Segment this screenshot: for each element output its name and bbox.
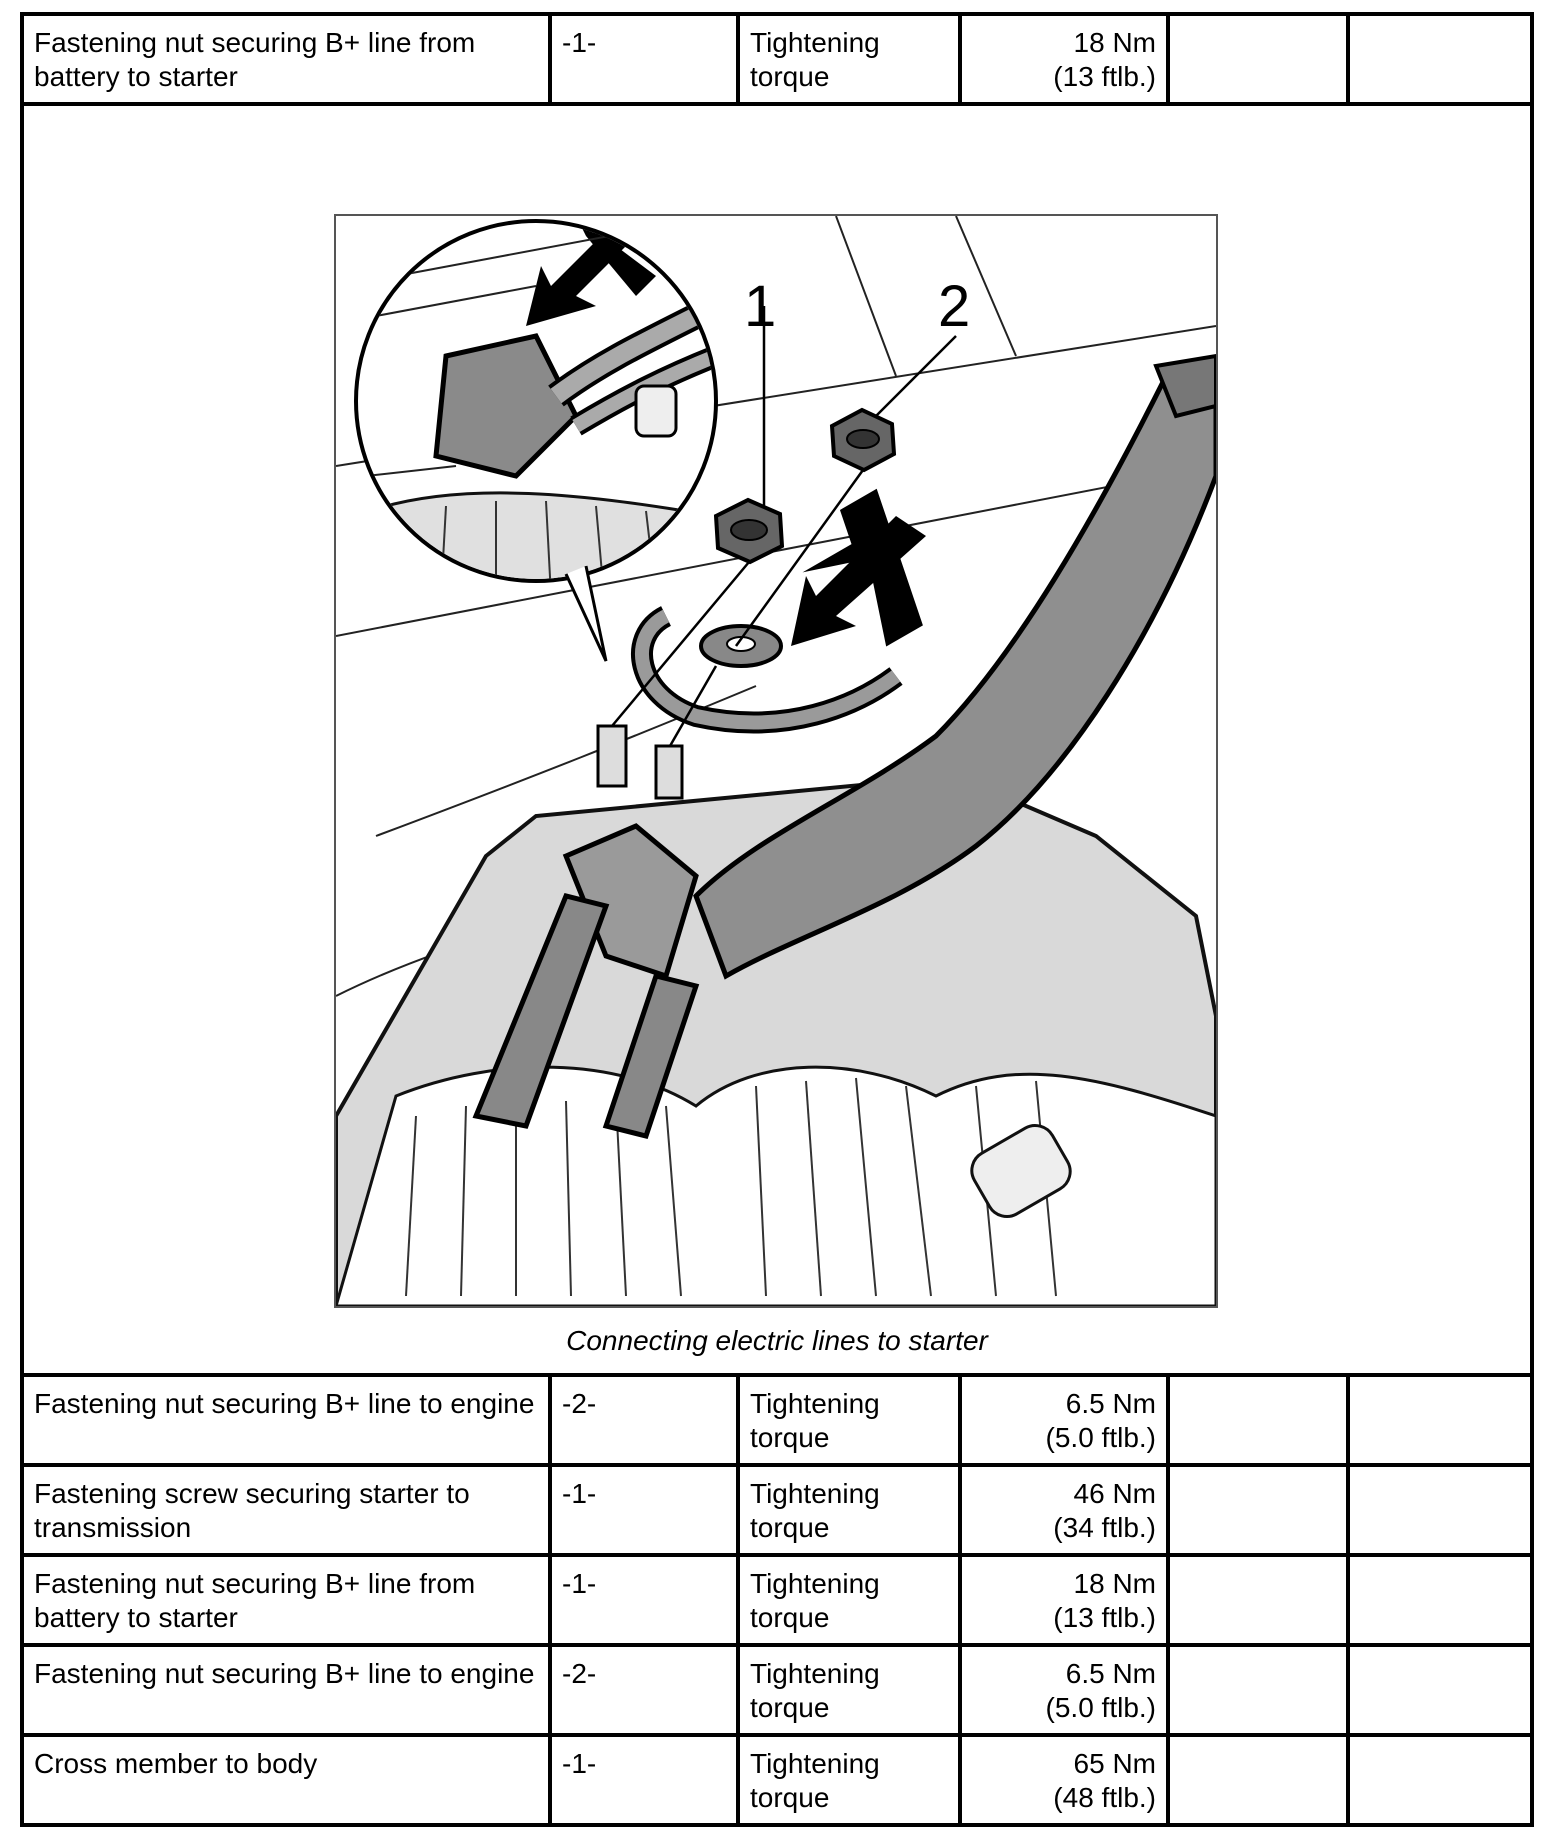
row-spec-type: Tightening torque [738,1645,960,1735]
torque-nm: 46 Nm [1073,1478,1156,1509]
table-row [22,1645,1532,1735]
table-row [22,1375,1532,1465]
row-item-number: -1- [550,14,738,104]
row-torque-value [960,14,1168,104]
torque-nm: 18 Nm [1073,27,1156,58]
row-item-number: -1- [550,1555,738,1645]
row-description: Fastening screw securing starter to transmission [22,1465,550,1555]
callout-1: 1 [744,274,777,339]
row-description: Cross member to body [22,1735,550,1825]
row-item-number: -1- [550,1735,738,1825]
figure-row [22,104,1532,1375]
row-blank-cell [1168,1555,1348,1645]
row-spec-type: Tightening torque [738,14,960,104]
row-blank-cell [1168,1735,1348,1825]
row-description: Fastening nut securing B+ line from battery to starter [22,1555,550,1645]
torque-spec-sheet [20,12,1530,1827]
torque-ftlb: (13 ftlb.) [1053,1602,1156,1633]
torque-ftlb: (5.0 ftlb.) [1045,1692,1156,1723]
row-blank-cell [1168,1465,1348,1555]
torque-spec-table [20,12,1534,1827]
row-torque-value [960,1555,1168,1645]
row-blank-cell [1168,1645,1348,1735]
torque-ftlb: (48 ftlb.) [1053,1782,1156,1813]
torque-ftlb: (34 ftlb.) [1053,1512,1156,1543]
row-spec-type: Tightening torque [738,1375,960,1465]
row-spec-type: Tightening torque [738,1735,960,1825]
row-spec-type: Tightening torque [738,1555,960,1645]
row-spec-type: Tightening torque [738,1465,960,1555]
row-blank-cell [1348,1735,1532,1825]
torque-nm: 6.5 Nm [1065,1658,1156,1689]
table-row [22,14,1532,104]
row-blank-cell [1348,1645,1532,1735]
row-item-number: -2- [550,1645,738,1735]
row-item-number: -2- [550,1375,738,1465]
row-torque-value [960,1735,1168,1825]
row-blank-cell [1168,14,1348,104]
starter-illustration [334,214,1218,1308]
row-description: Fastening nut securing B+ line to engine [22,1645,550,1735]
row-blank-cell [1348,14,1532,104]
row-torque-value [960,1375,1168,1465]
row-item-number: -1- [550,1465,738,1555]
row-blank-cell [1168,1375,1348,1465]
row-blank-cell [1348,1465,1532,1555]
callout-2: 2 [938,274,971,339]
figure-cell [22,104,1532,1375]
torque-ftlb: (5.0 ftlb.) [1045,1422,1156,1453]
table-row [22,1555,1532,1645]
torque-ftlb: (13 ftlb.) [1053,61,1156,92]
torque-nm: 65 Nm [1073,1748,1156,1779]
row-blank-cell [1348,1555,1532,1645]
row-torque-value [960,1645,1168,1735]
row-description: Fastening nut securing B+ line to engine [22,1375,550,1465]
figure-caption: Connecting electric lines to starter [566,1325,988,1356]
row-torque-value [960,1465,1168,1555]
table-row [22,1735,1532,1825]
row-blank-cell [1348,1375,1532,1465]
row-description: Fastening nut securing B+ line from battery to starter [22,14,550,104]
torque-nm: 6.5 Nm [1065,1388,1156,1419]
torque-nm: 18 Nm [1073,1568,1156,1599]
table-row [22,1465,1532,1555]
